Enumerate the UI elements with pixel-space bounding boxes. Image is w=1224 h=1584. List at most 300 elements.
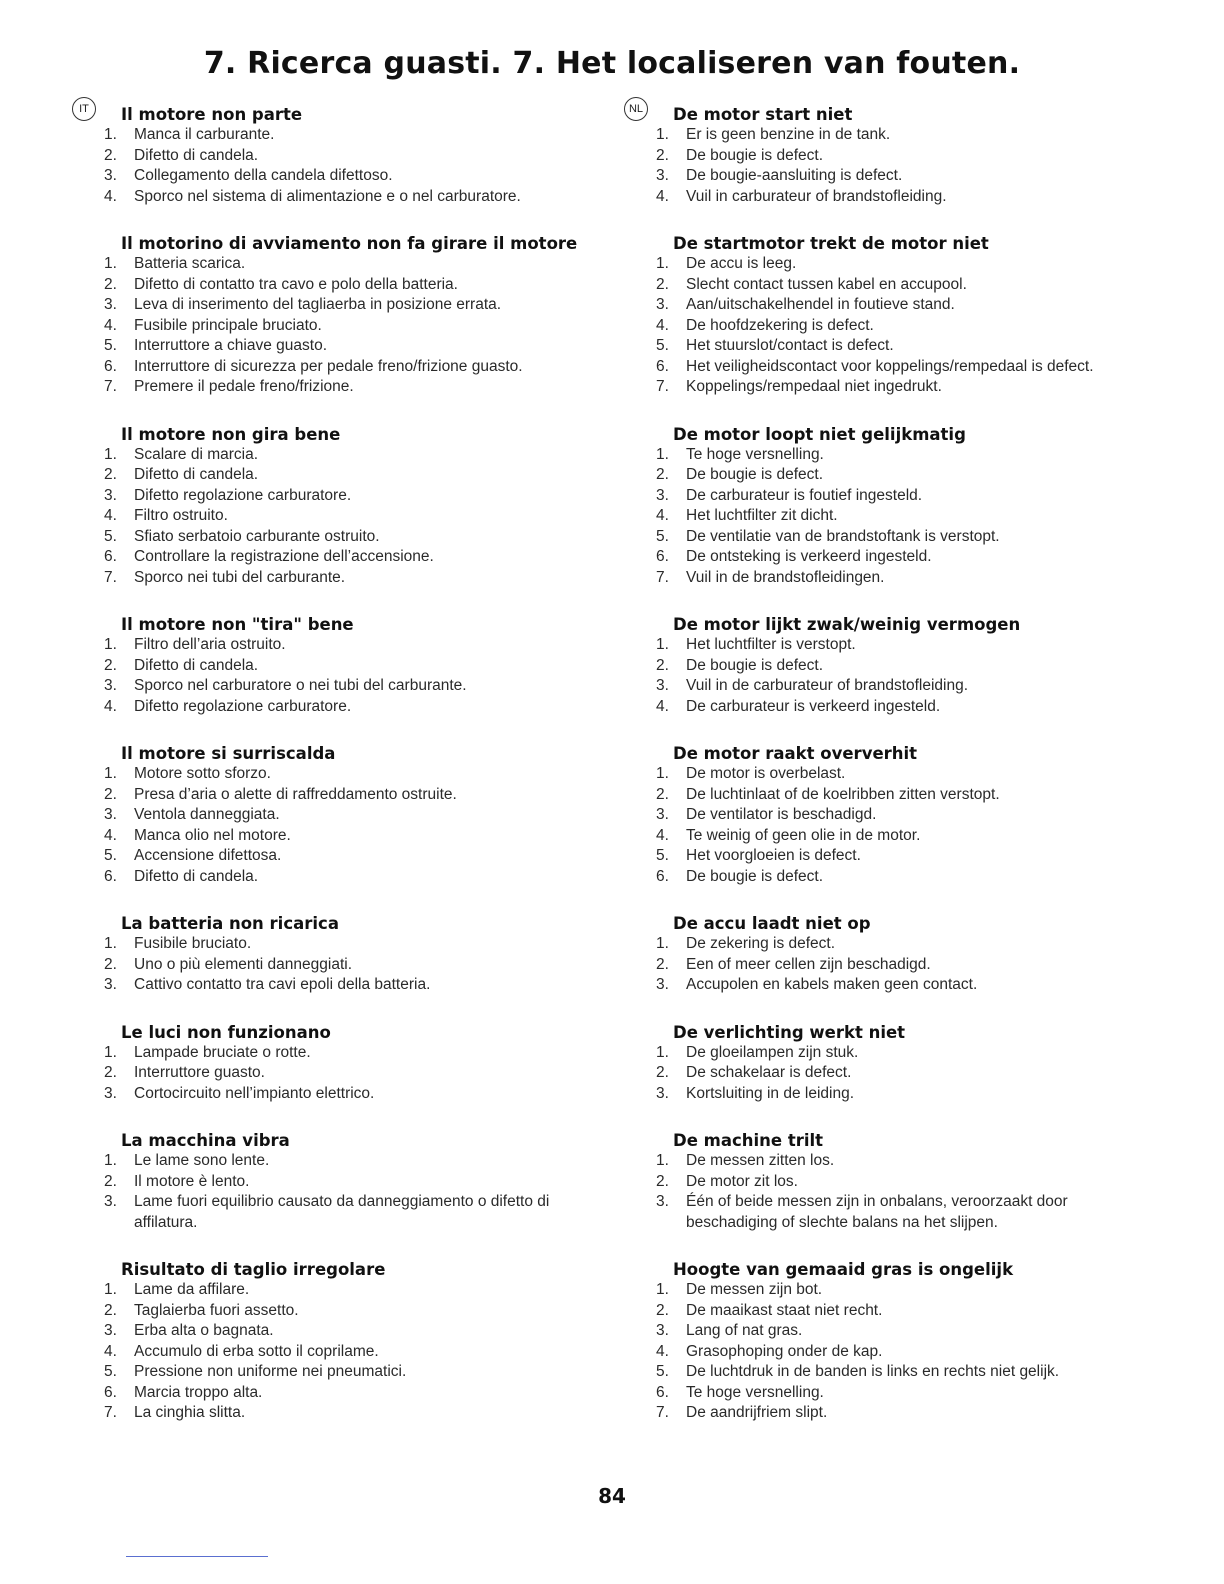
list-item-number: 4. bbox=[104, 697, 117, 715]
list-item bbox=[656, 805, 1108, 826]
cause-list bbox=[104, 445, 582, 589]
list-item-number: 3. bbox=[104, 486, 117, 504]
list-item-number: 1. bbox=[104, 255, 117, 272]
list-item-text: De gloeilampen zijn stuk. bbox=[686, 1043, 859, 1061]
list-item-text: Het luchtfilter zit dicht. bbox=[686, 507, 838, 524]
list-item-number: 1. bbox=[104, 445, 117, 463]
list-item-text: Grasophoping onder de kap. bbox=[686, 1342, 883, 1360]
list-item-text: Accumulo di erba sotto il coprilame. bbox=[134, 1342, 379, 1360]
list-item-text: De hoofdzekering is defect. bbox=[686, 316, 874, 334]
cause-list bbox=[104, 1043, 582, 1105]
list-item-number: 3. bbox=[656, 1322, 669, 1339]
list-item-text: Het stuurslot/contact is defect. bbox=[686, 337, 894, 354]
list-item-number: 2. bbox=[104, 1172, 117, 1190]
list-item-text: De maaikast staat niet recht. bbox=[686, 1301, 883, 1319]
list-item-text: Kortsluiting in de leiding. bbox=[686, 1084, 855, 1102]
list-item-text: Erba alta o bagnata. bbox=[134, 1322, 274, 1339]
list-item bbox=[104, 1172, 582, 1193]
list-item-number: 4. bbox=[656, 316, 669, 334]
list-item bbox=[656, 486, 1108, 507]
list-item-text: Sporco nel carburatore o nei tubi del carburante. bbox=[134, 677, 467, 694]
list-item bbox=[656, 445, 1108, 466]
list-item bbox=[656, 187, 1108, 208]
list-item-number: 2. bbox=[656, 1064, 669, 1081]
list-item-text: Sporco nei tubi del carburante. bbox=[134, 568, 346, 586]
list-item-number: 3. bbox=[104, 1193, 117, 1210]
troubleshooting-section bbox=[104, 104, 582, 207]
list-item-text: Uno o più elementi danneggiati. bbox=[134, 955, 353, 973]
list-item-number: 1. bbox=[656, 1281, 669, 1298]
list-item-text: Difetto regolazione carburatore. bbox=[134, 486, 352, 504]
list-item bbox=[656, 547, 1108, 568]
cause-list bbox=[656, 1151, 1108, 1233]
list-item-number: 3. bbox=[104, 1084, 117, 1102]
list-item-number: 2. bbox=[104, 1064, 117, 1081]
list-item-text: Difetto di candela. bbox=[134, 656, 259, 674]
list-item bbox=[656, 955, 1108, 976]
cause-list bbox=[656, 445, 1108, 589]
troubleshooting-section bbox=[104, 614, 582, 717]
list-item bbox=[104, 146, 582, 167]
list-item-text: Scalare di marcia. bbox=[134, 445, 259, 463]
list-item-number: 3. bbox=[656, 806, 669, 823]
list-item-text: De bougie is defect. bbox=[686, 656, 824, 674]
list-item bbox=[656, 377, 1108, 398]
troubleshooting-section bbox=[656, 1130, 1108, 1233]
section-title: De motor lijkt zwak/weinig vermogen bbox=[673, 615, 1021, 634]
list-item-text: De ventilator is beschadigd. bbox=[686, 806, 877, 823]
list-item-number: 6. bbox=[104, 357, 117, 375]
list-item-number: 2. bbox=[104, 1301, 117, 1319]
list-item-number: 2. bbox=[656, 146, 669, 164]
list-item-number: 1. bbox=[656, 636, 669, 653]
list-item-number: 2. bbox=[104, 275, 117, 293]
list-item-number: 6. bbox=[104, 867, 117, 885]
section-title: Le luci non funzionano bbox=[121, 1022, 331, 1042]
list-item bbox=[104, 846, 582, 867]
list-item-text: Controllare la registrazione dell’accensione. bbox=[134, 548, 434, 565]
list-item-text: Vuil in de carburateur of brandstofleiding. bbox=[686, 677, 969, 694]
list-item bbox=[104, 527, 582, 548]
list-item-number: 6. bbox=[656, 867, 669, 885]
cause-list bbox=[656, 764, 1108, 887]
list-item-text: Te hoge versnelling. bbox=[686, 1383, 824, 1401]
list-item bbox=[656, 1084, 1108, 1105]
list-item-number: 4. bbox=[656, 187, 669, 205]
troubleshooting-section bbox=[104, 743, 582, 887]
list-item bbox=[104, 934, 582, 955]
list-item-text: De bougie is defect. bbox=[686, 466, 824, 483]
cause-list bbox=[656, 934, 1108, 996]
section-title: Risultato di taglio irregolare bbox=[121, 1260, 386, 1279]
list-item bbox=[104, 1403, 582, 1424]
list-item-number: 2. bbox=[104, 466, 117, 483]
section-title: La macchina vibra bbox=[121, 1131, 290, 1150]
list-item bbox=[656, 676, 1108, 697]
list-item bbox=[104, 486, 582, 507]
list-item-text: De ontsteking is verkeerd ingesteld. bbox=[686, 548, 932, 565]
troubleshooting-section bbox=[104, 913, 582, 996]
list-item-text: Premere il pedale freno/frizione. bbox=[134, 378, 354, 395]
list-item-number: 4. bbox=[104, 826, 117, 844]
section-title: De motor loopt niet gelijkmatig bbox=[673, 424, 966, 444]
list-item bbox=[104, 1280, 582, 1301]
list-item-text: Accensione difettosa. bbox=[134, 847, 282, 864]
list-item-text: Filtro ostruito. bbox=[134, 507, 228, 524]
troubleshooting-section bbox=[104, 1022, 582, 1105]
list-item-text: Collegamento della candela difettoso. bbox=[134, 167, 393, 184]
section-title: Il motore non parte bbox=[121, 105, 303, 124]
troubleshooting-section bbox=[656, 614, 1108, 717]
list-item-number: 1. bbox=[104, 935, 117, 952]
list-item-number: 3. bbox=[104, 167, 117, 184]
list-item-number: 6. bbox=[656, 357, 669, 375]
list-item-number: 6. bbox=[104, 1383, 117, 1401]
list-item-text: De bougie is defect. bbox=[686, 867, 824, 885]
list-item bbox=[104, 357, 582, 378]
list-item-text: Ventola danneggiata. bbox=[134, 806, 280, 823]
list-item bbox=[104, 166, 582, 187]
list-item-text: Het luchtfilter is verstopt. bbox=[686, 636, 856, 653]
cause-list bbox=[104, 254, 582, 398]
list-item-text: Sfiato serbatoio carburante ostruito. bbox=[134, 527, 380, 545]
list-item-number: 3. bbox=[104, 1322, 117, 1339]
list-item bbox=[656, 1280, 1108, 1301]
list-item-text: Presa d’aria o alette di raffreddamento ostruite. bbox=[134, 785, 457, 803]
list-item bbox=[656, 316, 1108, 337]
list-item-number: 1. bbox=[656, 126, 669, 143]
list-item bbox=[656, 146, 1108, 167]
list-item-number: 4. bbox=[104, 187, 117, 205]
list-item-number: 7. bbox=[656, 568, 669, 586]
list-item bbox=[104, 1063, 582, 1084]
list-item-number: 3. bbox=[656, 976, 669, 993]
list-item-number: 5. bbox=[656, 1363, 669, 1380]
list-item bbox=[656, 254, 1108, 275]
list-item-text: Het veiligheidscontact voor koppelings/rempedaal is defect. bbox=[686, 357, 1094, 375]
troubleshooting-section bbox=[104, 1259, 582, 1424]
list-item-text: Difetto di candela. bbox=[134, 146, 259, 164]
list-item-text: Te weinig of geen olie in de motor. bbox=[686, 826, 921, 844]
list-item bbox=[656, 1321, 1108, 1342]
list-item bbox=[104, 275, 582, 296]
troubleshooting-section bbox=[656, 1022, 1108, 1105]
list-item-number: 5. bbox=[656, 337, 669, 354]
list-item bbox=[656, 1301, 1108, 1322]
list-item-number: 3. bbox=[656, 1193, 669, 1210]
list-item-text: Manca il carburante. bbox=[134, 126, 275, 143]
list-item-number: 1. bbox=[656, 445, 669, 463]
list-item-text: Het voorgloeien is defect. bbox=[686, 847, 861, 864]
list-item bbox=[656, 527, 1108, 548]
list-item-number: 1. bbox=[104, 1281, 117, 1298]
list-item bbox=[656, 1172, 1108, 1193]
list-item bbox=[656, 1063, 1108, 1084]
list-item-number: 7. bbox=[104, 378, 117, 395]
cause-list bbox=[656, 254, 1108, 398]
list-item bbox=[104, 805, 582, 826]
list-item bbox=[656, 697, 1108, 718]
list-item-text: Lang of nat gras. bbox=[686, 1322, 803, 1339]
list-item-number: 2. bbox=[656, 785, 669, 803]
list-item bbox=[656, 656, 1108, 677]
list-item-number: 3. bbox=[104, 976, 117, 993]
list-item-text: Difetto di candela. bbox=[134, 867, 259, 885]
list-item bbox=[104, 1043, 582, 1064]
dutch-column bbox=[656, 104, 1108, 1450]
list-item bbox=[656, 975, 1108, 996]
list-item-text: De ventilatie van de brandstoftank is verstopt. bbox=[686, 527, 1000, 545]
section-title: Il motorino di avviamento non fa girare il motore bbox=[121, 234, 578, 253]
list-item bbox=[104, 1301, 582, 1322]
list-item-number: 2. bbox=[656, 955, 669, 973]
list-item-text: Er is geen benzine in de tank. bbox=[686, 126, 891, 143]
list-item-text: De bougie is defect. bbox=[686, 146, 824, 164]
list-item-text: De carburateur is verkeerd ingesteld. bbox=[686, 697, 941, 715]
list-item-number: 4. bbox=[104, 507, 117, 524]
list-item bbox=[104, 295, 582, 316]
list-item bbox=[656, 934, 1108, 955]
list-item-number: 5. bbox=[656, 847, 669, 864]
cause-list bbox=[656, 1280, 1108, 1424]
list-item-number: 1. bbox=[104, 126, 117, 143]
list-item bbox=[656, 295, 1108, 316]
list-item bbox=[104, 867, 582, 888]
cause-list bbox=[104, 1151, 582, 1233]
list-item bbox=[656, 166, 1108, 187]
list-item-text: De bougie-aansluiting is defect. bbox=[686, 167, 903, 184]
list-item-number: 3. bbox=[656, 486, 669, 504]
list-item bbox=[104, 1151, 582, 1172]
list-item-number: 1. bbox=[104, 1043, 117, 1061]
list-item-text: Fusibile bruciato. bbox=[134, 935, 252, 952]
list-item bbox=[104, 656, 582, 677]
section-title: De startmotor trekt de motor niet bbox=[673, 234, 989, 253]
list-item bbox=[656, 635, 1108, 656]
section-title: De verlichting werkt niet bbox=[673, 1022, 906, 1042]
section-title: De accu laadt niet op bbox=[673, 914, 871, 933]
list-item-number: 3. bbox=[656, 1084, 669, 1102]
list-item-number: 1. bbox=[656, 765, 669, 782]
list-item bbox=[656, 506, 1108, 527]
list-item-text: Een of meer cellen zijn beschadigd. bbox=[686, 955, 931, 973]
list-item bbox=[104, 336, 582, 357]
cause-list bbox=[104, 125, 582, 207]
troubleshooting-section bbox=[656, 424, 1108, 589]
list-item-text: De messen zitten los. bbox=[686, 1152, 835, 1169]
list-item bbox=[104, 1383, 582, 1404]
list-item-text: Filtro dell’aria ostruito. bbox=[134, 636, 286, 653]
list-item-number: 4. bbox=[104, 316, 117, 334]
list-item-number: 1. bbox=[656, 1152, 669, 1169]
list-item-number: 1. bbox=[104, 765, 117, 782]
list-item-text: De luchtinlaat of de koelribben zitten verstopt. bbox=[686, 785, 1000, 803]
list-item bbox=[656, 1192, 1108, 1233]
list-item-number: 1. bbox=[104, 636, 117, 653]
troubleshooting-section bbox=[104, 233, 582, 398]
list-item bbox=[104, 975, 582, 996]
list-item-number: 4. bbox=[104, 1342, 117, 1360]
list-item-text: Cortocircuito nell’impianto elettrico. bbox=[134, 1084, 375, 1102]
list-item-text: De luchtdruk in de banden is links en rechts niet gelijk. bbox=[686, 1363, 1060, 1380]
list-item bbox=[656, 568, 1108, 589]
list-item-text: Motore sotto sforzo. bbox=[134, 765, 271, 782]
list-item-text: Interruttore di sicurezza per pedale freno/frizione guasto. bbox=[134, 357, 523, 375]
list-item-text: Vuil in de brandstofleidingen. bbox=[686, 568, 885, 586]
list-item bbox=[656, 357, 1108, 378]
cause-list bbox=[656, 125, 1108, 207]
list-item-text: Fusibile principale bruciato. bbox=[134, 316, 322, 334]
list-item bbox=[656, 1043, 1108, 1064]
troubleshooting-section bbox=[656, 233, 1108, 398]
list-item bbox=[104, 377, 582, 398]
list-item-number: 3. bbox=[656, 296, 669, 313]
list-item-text: Leva di inserimento del tagliaerba in posizione errata. bbox=[134, 296, 502, 313]
list-item-text: De messen zijn bot. bbox=[686, 1281, 823, 1298]
list-item-text: Sporco nel sistema di alimentazione e o nel carburatore. bbox=[134, 187, 521, 205]
list-item-number: 3. bbox=[104, 677, 117, 694]
section-title: De machine trilt bbox=[673, 1131, 824, 1150]
list-item-number: 6. bbox=[656, 1383, 669, 1401]
language-badge-nl: NL bbox=[624, 97, 648, 121]
list-item-number: 7. bbox=[656, 378, 669, 395]
list-item-text: De zekering is defect. bbox=[686, 935, 836, 952]
list-item bbox=[656, 1342, 1108, 1363]
list-item-text: Difetto regolazione carburatore. bbox=[134, 697, 352, 715]
list-item-text: Taglaierba fuori assetto. bbox=[134, 1301, 299, 1319]
list-item bbox=[656, 336, 1108, 357]
list-item-number: 2. bbox=[104, 955, 117, 973]
list-item bbox=[104, 465, 582, 486]
list-item-text: La cinghia slitta. bbox=[134, 1404, 246, 1421]
page-number: 84 bbox=[598, 1484, 626, 1508]
list-item-text: Koppelings/rempedaal niet ingedrukt. bbox=[686, 378, 942, 395]
list-item-number: 3. bbox=[104, 296, 117, 313]
section-title: La batteria non ricarica bbox=[121, 914, 339, 933]
list-item bbox=[656, 846, 1108, 867]
list-item-number: 3. bbox=[656, 677, 669, 694]
list-item-number: 5. bbox=[104, 847, 117, 864]
cause-list bbox=[104, 934, 582, 996]
list-item bbox=[656, 764, 1108, 785]
list-item bbox=[104, 785, 582, 806]
list-item-text: Difetto di candela. bbox=[134, 466, 259, 483]
list-item-number: 7. bbox=[656, 1404, 669, 1421]
list-item-text: Batteria scarica. bbox=[134, 255, 246, 272]
list-item-text: Interruttore guasto. bbox=[134, 1064, 265, 1081]
troubleshooting-section bbox=[104, 424, 582, 589]
list-item-number: 6. bbox=[104, 548, 117, 565]
list-item bbox=[104, 826, 582, 847]
list-item bbox=[656, 785, 1108, 806]
list-item-number: 2. bbox=[656, 1172, 669, 1190]
list-item-number: 5. bbox=[104, 527, 117, 545]
list-item bbox=[104, 1321, 582, 1342]
list-item-number: 1. bbox=[656, 1043, 669, 1061]
list-item bbox=[656, 275, 1108, 296]
list-item bbox=[104, 1192, 582, 1233]
section-title: Hoogte van gemaaid gras is ongelijk bbox=[673, 1260, 1014, 1279]
list-item-text: Lame fuori equilibrio causato da danneggiamento o difetto di affilatura. bbox=[134, 1193, 550, 1231]
list-item-text: Marcia troppo alta. bbox=[134, 1383, 263, 1401]
list-item bbox=[656, 867, 1108, 888]
list-item-number: 4. bbox=[656, 697, 669, 715]
list-item-text: De motor is overbelast. bbox=[686, 765, 846, 782]
footer-rule bbox=[126, 1556, 268, 1557]
list-item-text: Le lame sono lente. bbox=[134, 1152, 270, 1169]
list-item-text: Één of beide messen zijn in onbalans, veroorzaakt door beschadiging of slechte balans na het slijpen. bbox=[686, 1193, 1068, 1231]
list-item bbox=[656, 826, 1108, 847]
list-item-text: Slecht contact tussen kabel en accupool. bbox=[686, 275, 967, 293]
page-title: 7. Ricerca guasti. 7. Het localiseren van fouten. bbox=[203, 46, 1021, 81]
list-item bbox=[104, 547, 582, 568]
list-item-number: 4. bbox=[656, 1342, 669, 1360]
list-item-number: 2. bbox=[656, 656, 669, 674]
list-item-number: 2. bbox=[104, 656, 117, 674]
list-item-number: 4. bbox=[656, 826, 669, 844]
list-item-text: Vuil in carburateur of brandstofleiding. bbox=[686, 187, 947, 205]
list-item-number: 3. bbox=[104, 806, 117, 823]
list-item-number: 1. bbox=[104, 1152, 117, 1169]
list-item bbox=[104, 445, 582, 466]
list-item bbox=[104, 1342, 582, 1363]
list-item-number: 6. bbox=[656, 548, 669, 565]
list-item-number: 2. bbox=[104, 785, 117, 803]
list-item-text: Difetto di contatto tra cavo e polo della batteria. bbox=[134, 275, 458, 293]
list-item bbox=[656, 1403, 1108, 1424]
cause-list bbox=[656, 635, 1108, 717]
list-item-number: 2. bbox=[656, 275, 669, 293]
list-item-number: 5. bbox=[104, 337, 117, 354]
list-item-number: 7. bbox=[104, 1404, 117, 1421]
list-item-number: 7. bbox=[104, 568, 117, 586]
list-item-number: 5. bbox=[104, 1363, 117, 1380]
list-item-number: 4. bbox=[656, 507, 669, 524]
list-item-text: Manca olio nel motore. bbox=[134, 826, 291, 844]
list-item bbox=[104, 568, 582, 589]
list-item bbox=[656, 1151, 1108, 1172]
list-item-text: Pressione non uniforme nei pneumatici. bbox=[134, 1363, 407, 1380]
list-item-text: Aan/uitschakelhendel in foutieve stand. bbox=[686, 296, 955, 313]
list-item-text: Interruttore a chiave guasto. bbox=[134, 337, 328, 354]
list-item-text: Il motore è lento. bbox=[134, 1172, 250, 1190]
list-item-text: De schakelaar is defect. bbox=[686, 1064, 852, 1081]
list-item-text: Cattivo contatto tra cavi epoli della batteria. bbox=[134, 976, 431, 993]
list-item bbox=[104, 316, 582, 337]
section-title: De motor raakt oververhit bbox=[673, 744, 918, 763]
list-item-text: De motor zit los. bbox=[686, 1172, 798, 1190]
list-item-text: De accu is leeg. bbox=[686, 255, 797, 272]
list-item bbox=[104, 697, 582, 718]
list-item bbox=[656, 1362, 1108, 1383]
list-item bbox=[104, 254, 582, 275]
list-item bbox=[104, 764, 582, 785]
cause-list bbox=[104, 635, 582, 717]
list-item-text: Lampade bruciate o rotte. bbox=[134, 1043, 311, 1061]
italian-column bbox=[104, 104, 582, 1450]
list-item bbox=[104, 1362, 582, 1383]
list-item bbox=[104, 676, 582, 697]
list-item-number: 2. bbox=[104, 146, 117, 164]
list-item-text: De carburateur is foutief ingesteld. bbox=[686, 486, 923, 504]
troubleshooting-section bbox=[656, 1259, 1108, 1424]
list-item-number: 3. bbox=[656, 167, 669, 184]
troubleshooting-section bbox=[656, 104, 1108, 207]
list-item bbox=[104, 1084, 582, 1105]
section-title: Il motore non "tira" bene bbox=[121, 615, 354, 634]
list-item-text: Te hoge versnelling. bbox=[686, 445, 824, 463]
troubleshooting-section bbox=[656, 743, 1108, 887]
